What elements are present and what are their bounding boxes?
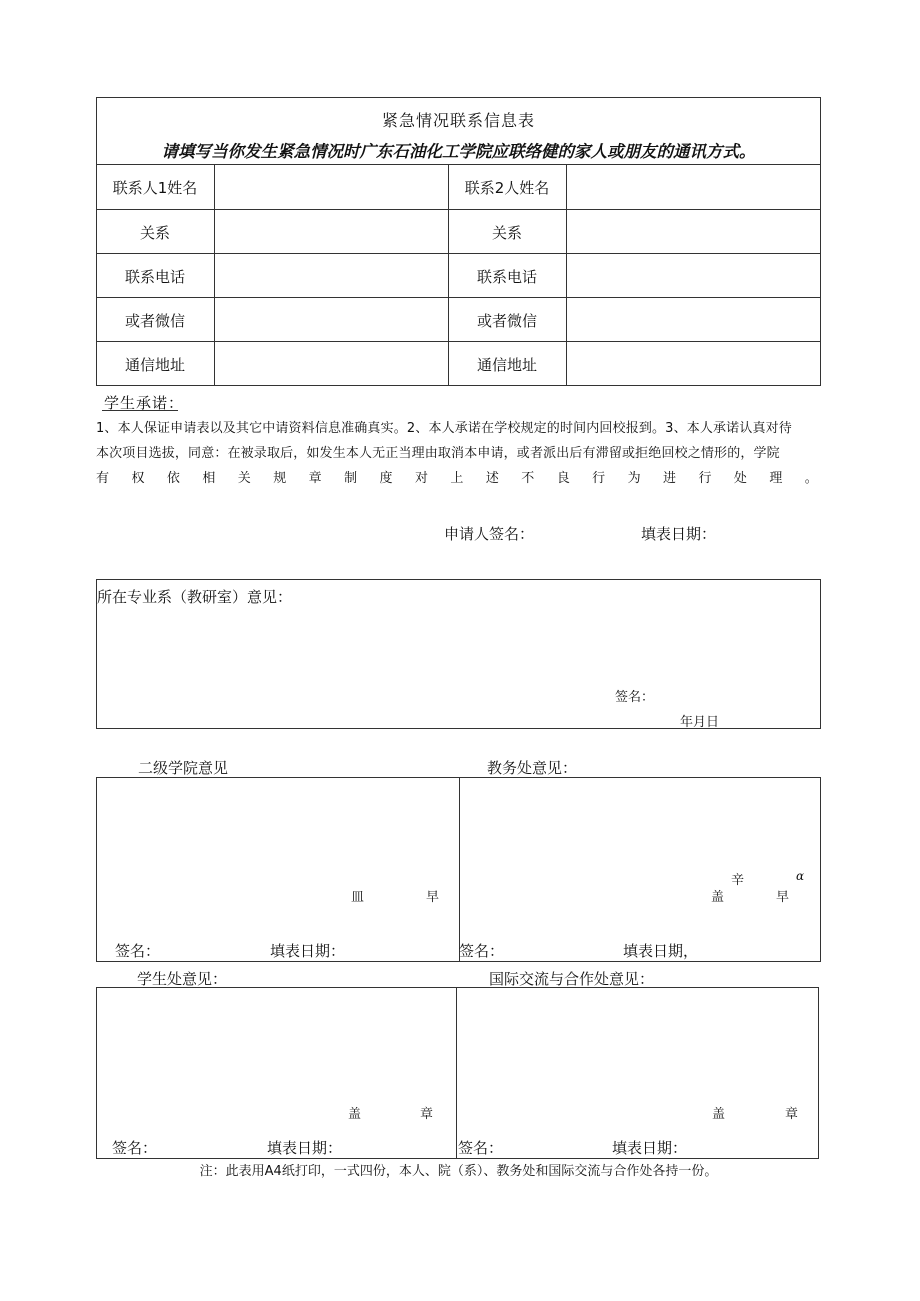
student-office-title: 学生处意见： [137, 970, 228, 988]
dept-sign-label: 签名： [615, 690, 655, 705]
wechat-label-1: 或者微信 [124, 312, 185, 330]
dept-opinion-label: 所在专业系（教研室）意见： [97, 588, 293, 606]
pledge-char: 权 [131, 471, 145, 486]
intl-office-opinion-box[interactable] [456, 987, 819, 1159]
contact2-name-label: 联系2人姓名 [464, 179, 550, 197]
relation-label-2: 关系 [491, 224, 522, 242]
pledge-char: 制 [344, 471, 358, 486]
pledge-line-1: 1、本人保证申请表以及其它中请资料信息准确真实。2、本人承诺在学校规定的时间内回校报到。3、本人承诺认真对待 [96, 421, 792, 436]
student-office-stamp-a: 盖 [348, 1107, 362, 1122]
pledge-heading-underline [102, 410, 178, 411]
pledge-char: 述 [485, 471, 499, 486]
academic-mark-b: ɑ [796, 869, 805, 883]
college-stamp-b: 早 [426, 890, 440, 905]
applicant-date-label: 填表日期： [641, 525, 717, 543]
pledge-char: 相 [202, 471, 216, 486]
form-title: 紧急情况联系信息表 [381, 111, 535, 130]
contact1-name-label: 联系人1姓名 [112, 179, 198, 197]
pledge-char: 行 [592, 471, 606, 486]
pledge-line-3 [96, 467, 818, 486]
college-title: 二级学院意见 [138, 759, 229, 777]
pledge-char: 处 [733, 471, 747, 486]
intl-office-title: 国际交流与合作处意见： [489, 970, 655, 988]
contact1-address-field[interactable] [215, 342, 448, 385]
academic-date-label: 填表日期， [623, 942, 699, 960]
form-instruction: 请填写当你发生紧急情况时广东石油化工学院应联络健的家人或朋友的通讯方式。 [161, 142, 756, 161]
dept-date-label: 年月日 [680, 715, 720, 730]
intl-office-date-label: 填表日期： [612, 1139, 688, 1157]
applicant-signature-label: 申请人签名： [444, 525, 535, 543]
pledge-char: 不 [521, 471, 535, 486]
pledge-char: 关 [237, 471, 251, 486]
address-label-2: 通信地址 [476, 356, 537, 374]
contact2-name-field[interactable] [567, 165, 820, 209]
contact1-relation-field[interactable] [215, 210, 448, 253]
college-sign-label: 签名： [115, 942, 161, 960]
student-office-stamp-b: 章 [420, 1107, 434, 1122]
student-office-date-label: 填表日期： [267, 1139, 343, 1157]
pledge-char: 依 [166, 471, 180, 486]
address-label-1: 通信地址 [124, 356, 185, 374]
academic-stamp-b: 早 [776, 890, 790, 905]
academic-title: 教务处意见： [487, 759, 578, 777]
academic-opinion-box[interactable] [459, 777, 821, 962]
contact2-phone-field[interactable] [567, 254, 820, 297]
pledge-line-2: 本次项目选拔，同意：在被录取后，如发生本人无正当理由取消本申请，或者派出后有滞留或拒绝回校之情形的，学院 [96, 446, 780, 461]
student-office-sign-label: 签名： [112, 1139, 158, 1157]
student-office-opinion-box[interactable] [96, 987, 457, 1159]
contact2-address-field[interactable] [567, 342, 820, 385]
pledge-char: 。 [804, 471, 818, 486]
contact2-relation-field[interactable] [567, 210, 820, 253]
college-date-label: 填表日期： [270, 942, 346, 960]
academic-mark-a: 辛 [731, 873, 745, 888]
intl-office-sign-label: 签名： [458, 1139, 504, 1157]
academic-stamp-a: 盖 [711, 890, 725, 905]
intl-office-stamp-b: 章 [785, 1107, 799, 1122]
pledge-char: 规 [273, 471, 287, 486]
phone-label-1: 联系电话 [124, 268, 185, 286]
intl-office-stamp-a: 盖 [712, 1107, 726, 1122]
contact1-name-field[interactable] [215, 165, 448, 209]
phone-label-2: 联系电话 [476, 268, 537, 286]
pledge-char: 进 [663, 471, 677, 486]
contact1-phone-field[interactable] [215, 254, 448, 297]
pledge-char: 理 [769, 471, 783, 486]
pledge-char: 有 [96, 471, 110, 486]
contact2-wechat-field[interactable] [567, 298, 820, 341]
college-stamp-a: 皿 [351, 890, 365, 905]
college-opinion-box[interactable] [96, 777, 460, 962]
pledge-char: 行 [698, 471, 712, 486]
pledge-char: 良 [556, 471, 570, 486]
pledge-heading: 学生承诺： [104, 394, 185, 412]
pledge-char: 度 [379, 471, 393, 486]
pledge-char: 章 [308, 471, 322, 486]
pledge-char: 对 [414, 471, 428, 486]
contact1-wechat-field[interactable] [215, 298, 448, 341]
wechat-label-2: 或者微信 [476, 312, 537, 330]
academic-sign-label: 签名： [459, 942, 505, 960]
pledge-char: 上 [450, 471, 464, 486]
pledge-char: 为 [627, 471, 641, 486]
relation-label-1: 关系 [139, 224, 170, 242]
footer-note: 注：此表用A4纸打印，一式四份，本人、院（系）、教务处和国际交流与合作处各持一份。 [199, 1164, 718, 1179]
